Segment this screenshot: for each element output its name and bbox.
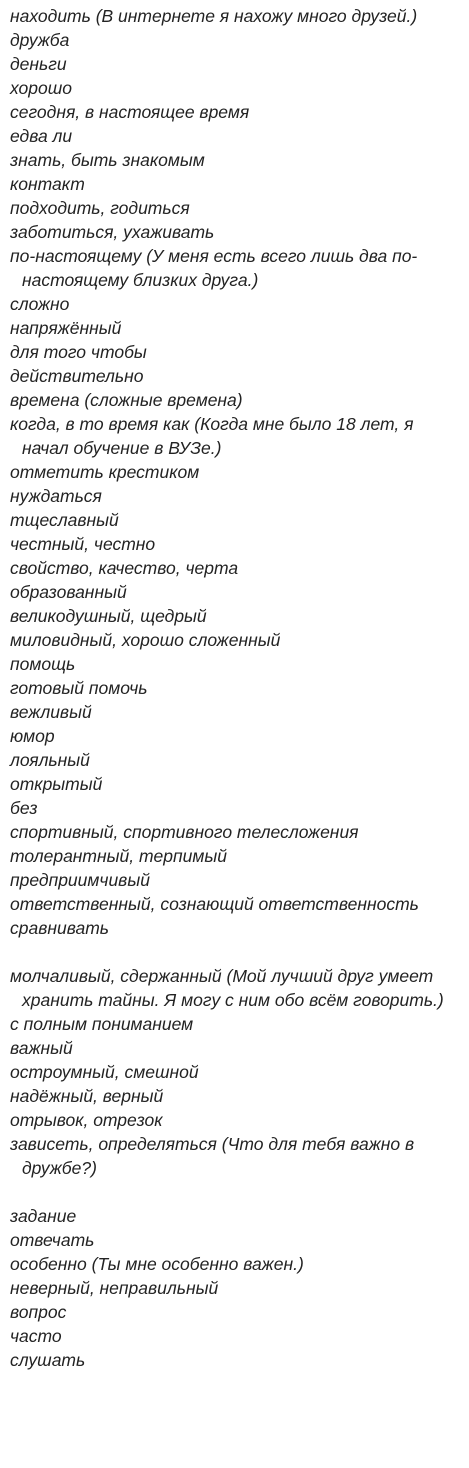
vocab-entry: остроумный, смешной bbox=[10, 1062, 199, 1082]
vocab-entry: молчаливый, сдержанный (Мой лучший друг умеет хранить тайны. Я могу с ним обо всём говорить.) bbox=[10, 966, 444, 1010]
vocab-entry: действительно bbox=[10, 366, 144, 386]
vocab-entry: едва ли bbox=[10, 126, 73, 146]
vocab-entry: с полным пониманием bbox=[10, 1014, 194, 1034]
vocab-entry: вопрос bbox=[10, 1302, 67, 1322]
vocab-entry: отрывок, отрезок bbox=[10, 1110, 163, 1130]
vocab-entry: когда, в то время как (Когда мне было 18 лет, я начал обучение в ВУЗе.) bbox=[10, 414, 414, 458]
vocab-entry: предприимчивый bbox=[10, 870, 150, 890]
vocab-entry: лояльный bbox=[10, 750, 90, 770]
vocab-entry: часто bbox=[10, 1326, 62, 1346]
vocab-entry: помощь bbox=[10, 654, 76, 674]
vocab-entry: юмор bbox=[10, 726, 55, 746]
vocab-entry: напряжённый bbox=[10, 318, 122, 338]
vocab-entry: ответственный, сознающий ответственность bbox=[10, 894, 419, 914]
vocab-entry: знать, быть знакомым bbox=[10, 150, 205, 170]
vocab-entry: сложно bbox=[10, 294, 70, 314]
group-spacer bbox=[10, 1180, 469, 1204]
vocab-entry: отвечать bbox=[10, 1230, 95, 1250]
vocab-entry: для того чтобы bbox=[10, 342, 147, 362]
vocab-entry: задание bbox=[10, 1206, 77, 1226]
vocab-entry: миловидный, хорошо сложенный bbox=[10, 630, 281, 650]
vocab-entry: без bbox=[10, 798, 38, 818]
vocab-entry: сравнивать bbox=[10, 918, 109, 938]
vocab-entry: дружба bbox=[10, 30, 70, 50]
vocab-entry: заботиться, ухаживать bbox=[10, 222, 215, 242]
vocab-entry: надёжный, верный bbox=[10, 1086, 164, 1106]
vocab-entry: контакт bbox=[10, 174, 85, 194]
vocab-entry: сегодня, в настоящее время bbox=[10, 102, 250, 122]
vocab-entry: великодушный, щедрый bbox=[10, 606, 207, 626]
vocab-entry: деньги bbox=[10, 54, 67, 74]
group-spacer bbox=[10, 940, 469, 964]
vocab-entry: нуждаться bbox=[10, 486, 102, 506]
vocab-entry: хорошо bbox=[10, 78, 73, 98]
vocab-entry: спортивный, спортивного телесложения bbox=[10, 822, 359, 842]
vocab-entry: находить (В интернете я нахожу много друзей.) bbox=[10, 6, 418, 26]
vocab-entry: неверный, неправильный bbox=[10, 1278, 219, 1298]
vocab-entry: подходить, годиться bbox=[10, 198, 190, 218]
vocab-entry: слушать bbox=[10, 1350, 86, 1370]
vocab-entry: образованный bbox=[10, 582, 127, 602]
vocabulary-group bbox=[10, 964, 469, 1180]
vocab-entry: тщеславный bbox=[10, 510, 119, 530]
vocabulary-group bbox=[10, 4, 469, 940]
vocab-entry: готовый помочь bbox=[10, 678, 148, 698]
vocab-entry: честный, честно bbox=[10, 534, 156, 554]
vocab-entry: времена (сложные времена) bbox=[10, 390, 243, 410]
vocab-entry: вежливый bbox=[10, 702, 92, 722]
vocab-entry: открытый bbox=[10, 774, 103, 794]
vocab-entry: отметить крестиком bbox=[10, 462, 200, 482]
vocab-entry: свойство, качество, черта bbox=[10, 558, 239, 578]
vocabulary-group bbox=[10, 1204, 469, 1372]
vocab-entry: по-настоящему (У меня есть всего лишь два по-настоящему близких друга.) bbox=[10, 246, 418, 290]
vocab-entry: толерантный, терпимый bbox=[10, 846, 227, 866]
vocab-entry: зависеть, определяться (Что для тебя важно в дружбе?) bbox=[10, 1134, 415, 1178]
vocab-entry: особенно (Ты мне особенно важен.) bbox=[10, 1254, 304, 1274]
vocab-entry: важный bbox=[10, 1038, 73, 1058]
